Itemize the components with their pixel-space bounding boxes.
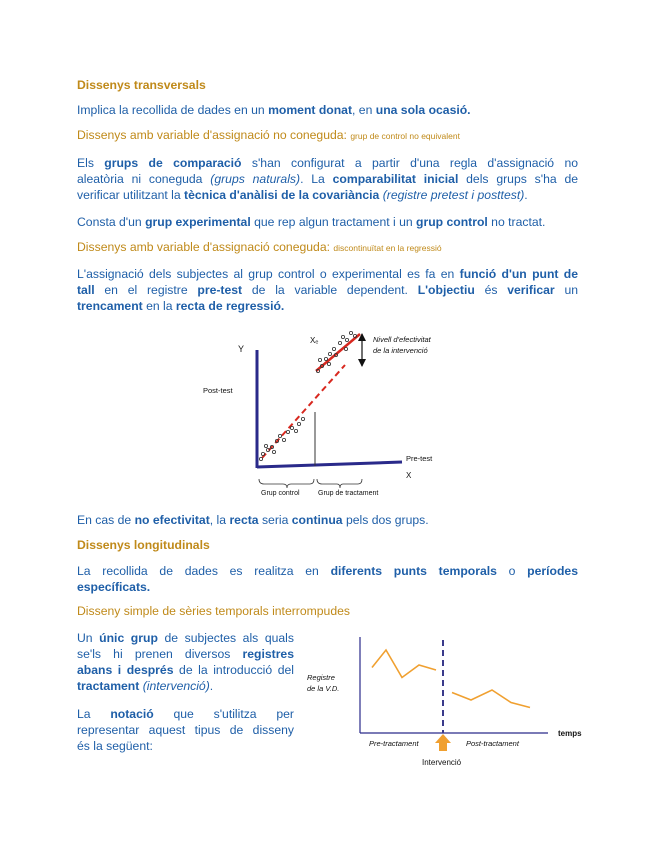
ylabel-line2: de la V.D. — [307, 684, 340, 693]
point — [286, 430, 289, 433]
point — [328, 352, 331, 355]
point — [318, 358, 321, 361]
group-treatment-label: Grup de tractament — [318, 490, 379, 497]
line: La recollida de dades es realitza en diferents punts temporals o períodes — [77, 564, 578, 578]
treatment-brace — [317, 479, 362, 488]
point — [338, 341, 341, 344]
control-brace — [259, 479, 314, 488]
paragraph-comparison-groups — [77, 155, 578, 203]
point — [294, 429, 297, 432]
time-series-figure — [300, 630, 600, 775]
x-axis-label: X — [406, 471, 412, 480]
subheading-time-series: Disseny simple de sèries temporals interrompudes — [77, 604, 350, 618]
point — [272, 450, 275, 453]
effect-arrow-down-head — [358, 359, 366, 367]
point — [282, 438, 285, 441]
effect-note-line1: Nivell d'efectivitat — [373, 335, 431, 344]
paragraph-notation — [77, 706, 294, 754]
x-axis-line — [257, 462, 402, 467]
point — [278, 434, 281, 437]
intervention-arrow-shaft — [439, 743, 447, 751]
point — [290, 426, 293, 429]
point — [261, 452, 264, 455]
paragraph-single-group — [77, 630, 294, 694]
point — [341, 335, 344, 338]
point — [324, 357, 327, 360]
group-control-label: Grup control — [261, 490, 300, 497]
post-treatment-series — [452, 690, 530, 708]
intervention-arrow-head — [435, 734, 451, 743]
pretest-label: Pre-test — [406, 454, 433, 463]
effect-note-line2: de la intervenció — [373, 346, 428, 355]
point — [344, 347, 347, 350]
y-axis-label: Y — [238, 344, 245, 354]
paragraph-no-effect: En cas de no efectivitat, la recta seria continua pels dos grups. — [77, 513, 429, 527]
point — [259, 457, 262, 460]
point — [264, 444, 267, 447]
line: tractament (intervenció). — [77, 679, 214, 693]
continued-regression-line — [262, 365, 345, 458]
section-title-longitudinal: Dissenys longitudinals — [77, 538, 210, 552]
line: abans i després de la introducció del — [77, 663, 294, 677]
xe-label: Xₑ — [310, 336, 319, 345]
intervention-label: Intervenció — [422, 758, 462, 767]
point — [327, 362, 330, 365]
paragraph-assignment — [77, 266, 578, 314]
pre-treatment-series — [372, 650, 436, 678]
intro-paragraph: Implica la recollida de dades en un moment donat, en una sola ocasió. — [77, 103, 471, 117]
point — [345, 338, 348, 341]
point — [349, 331, 352, 334]
paragraph-groups: Consta d'un grup experimental que rep algun tractament i un grup control no tractat. — [77, 215, 546, 229]
pre-treatment-label: Pre-tractament — [369, 739, 419, 748]
line: L'assignació dels subjectes al grup control o experimental es fa en funció d'un punt de — [77, 267, 578, 281]
line: és la següent: — [77, 739, 153, 753]
xlabel: temps — [558, 729, 582, 738]
point — [297, 422, 300, 425]
post-treatment-label: Post-tractament — [466, 739, 519, 748]
posttest-label: Post-test — [203, 386, 233, 395]
line: La notació que s'utilitza per — [77, 707, 294, 721]
line: Un únic grup de subjectes als quals — [77, 631, 294, 645]
line: Els grups de comparació s'han configurat a partir d'una regla d'assignació no — [77, 156, 578, 170]
ylabel-line1: Registre — [307, 673, 335, 682]
point — [301, 417, 304, 420]
subheading-known-assignment: Dissenys amb variable d'assignació coneguda: discontinuïtat en la regressió — [77, 240, 442, 254]
line: trencament en la recta de regressió. — [77, 299, 285, 313]
section-title-transversal: Dissenys transversals — [77, 78, 206, 92]
paragraph-longitudinal — [77, 563, 578, 595]
point — [332, 347, 335, 350]
line: se'ls hi prenen diversos registres — [77, 647, 294, 661]
line: aleatòria ni coneguda (grups naturals). La comparabilitat inicial dels grups s'ha de — [77, 172, 579, 186]
regression-discontinuity-figure — [190, 322, 490, 502]
line: específicats. — [77, 580, 151, 594]
line: tall en el registre pre-test de la variable dependent. L'objectiu és verificar un — [77, 283, 579, 297]
line: verificar utilitzant la tècnica d'anàlisi de la covariància (registre pretest i posttest). — [77, 188, 528, 202]
treatment-regression-line — [316, 334, 360, 371]
subheading-unknown-assignment: Dissenys amb variable d'assignació no coneguda: grup de control no equivalent — [77, 128, 460, 142]
line: representar aquest tipus de disseny — [77, 723, 294, 737]
